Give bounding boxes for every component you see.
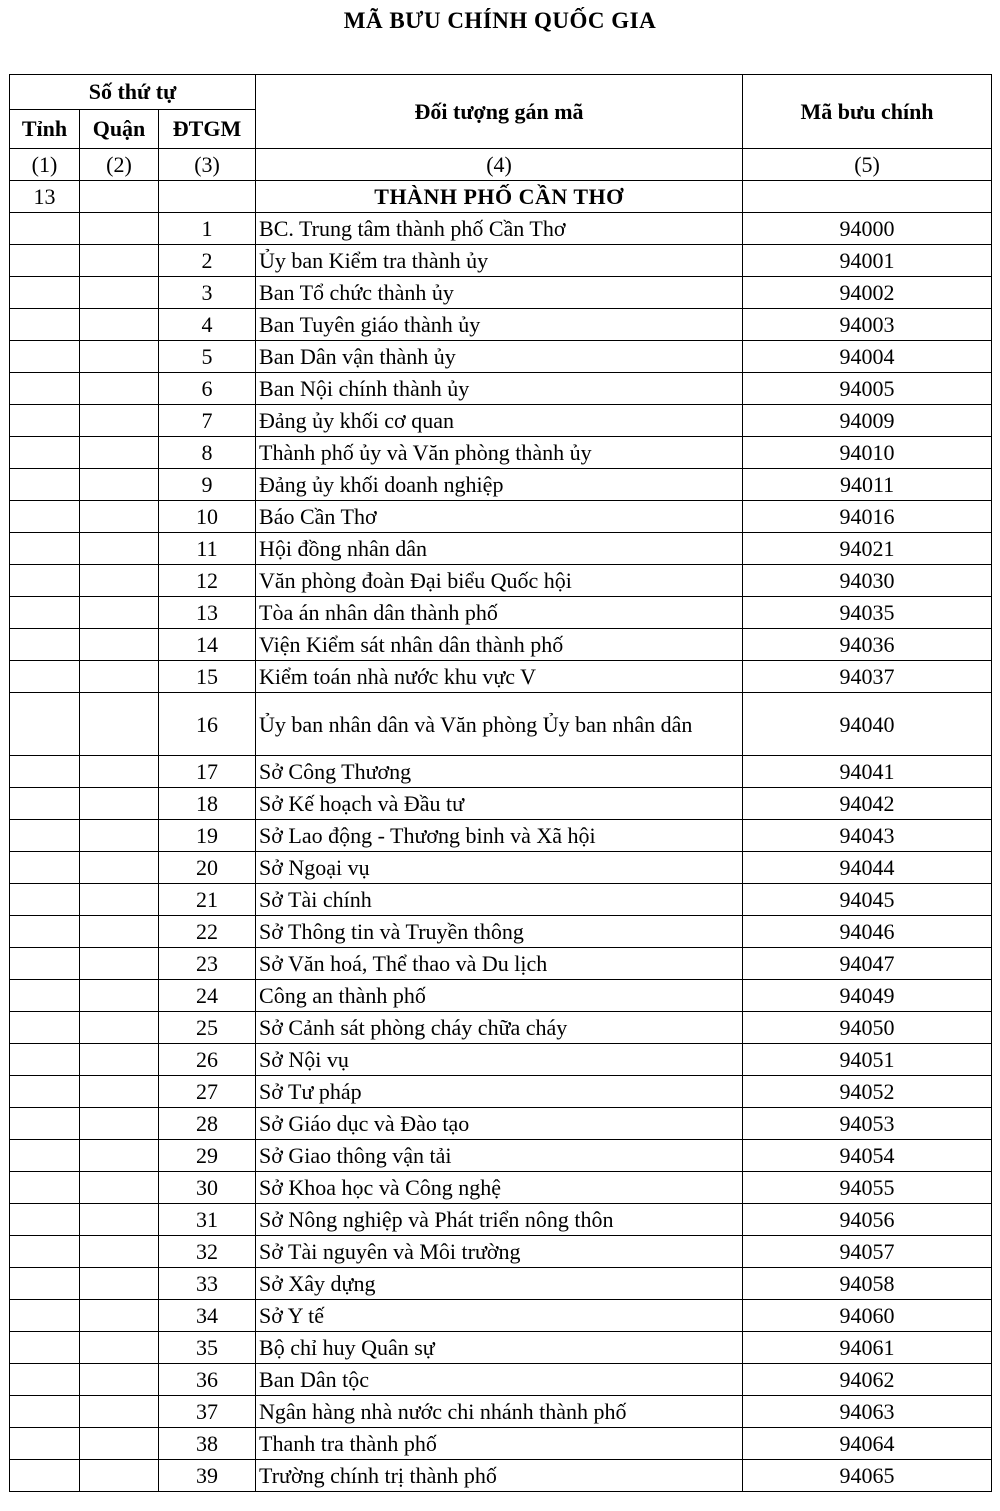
object-name: Sở Nội vụ: [256, 1044, 743, 1076]
empty-cell: [10, 788, 80, 820]
empty-cell: [10, 405, 80, 437]
empty-cell: [80, 820, 159, 852]
row-number: 29: [159, 1140, 256, 1172]
object-name: Ủy ban nhân dân và Văn phòng Ủy ban nhân dân: [256, 693, 743, 756]
table-row: [10, 788, 992, 820]
empty-cell: [80, 181, 159, 213]
row-number: 4: [159, 309, 256, 341]
empty-cell: [10, 1332, 80, 1364]
empty-cell: [80, 405, 159, 437]
empty-cell: [80, 693, 159, 756]
empty-cell: [80, 309, 159, 341]
row-number: 12: [159, 565, 256, 597]
object-name: Sở Văn hoá, Thể thao và Du lịch: [256, 948, 743, 980]
postal-code: 94016: [743, 501, 992, 533]
empty-cell: [80, 788, 159, 820]
object-name: Sở Tài chính: [256, 884, 743, 916]
postal-code: 94055: [743, 1172, 992, 1204]
object-name: Đảng ủy khối cơ quan: [256, 405, 743, 437]
empty-cell: [10, 309, 80, 341]
row-number: 38: [159, 1428, 256, 1460]
empty-cell: [10, 693, 80, 756]
empty-cell: [80, 1076, 159, 1108]
table-row: [10, 213, 992, 245]
postal-code: 94043: [743, 820, 992, 852]
row-number: 19: [159, 820, 256, 852]
empty-cell: [80, 1204, 159, 1236]
row-number: 16: [159, 693, 256, 756]
object-name: Sở Kế hoạch và Đầu tư: [256, 788, 743, 820]
postal-code: 94040: [743, 693, 992, 756]
postal-code: 94010: [743, 437, 992, 469]
postal-code: 94003: [743, 309, 992, 341]
row-number: 28: [159, 1108, 256, 1140]
object-name: Tòa án nhân dân thành phố: [256, 597, 743, 629]
province-number: 13: [10, 181, 80, 213]
table-row: [10, 852, 992, 884]
table-row: [10, 597, 992, 629]
postal-code: 94065: [743, 1460, 992, 1492]
empty-cell: [80, 213, 159, 245]
empty-cell: [10, 1428, 80, 1460]
empty-cell: [10, 1044, 80, 1076]
empty-cell: [80, 341, 159, 373]
postal-code: 94021: [743, 533, 992, 565]
empty-cell: [80, 756, 159, 788]
row-number: 7: [159, 405, 256, 437]
empty-cell: [10, 245, 80, 277]
postal-code: 94052: [743, 1076, 992, 1108]
empty-cell: [80, 1460, 159, 1492]
empty-cell: [80, 852, 159, 884]
object-name: Sở Cảnh sát phòng cháy chữa cháy: [256, 1012, 743, 1044]
table-row: [10, 1460, 992, 1492]
table-row: [10, 1044, 992, 1076]
empty-cell: [10, 916, 80, 948]
empty-cell: [10, 533, 80, 565]
row-number: 1: [159, 213, 256, 245]
row-number: 22: [159, 916, 256, 948]
empty-cell: [80, 1140, 159, 1172]
postal-code-table: [9, 74, 992, 1492]
empty-cell: [10, 437, 80, 469]
table-row: [10, 1396, 992, 1428]
table-row: [10, 245, 992, 277]
table-row: [10, 756, 992, 788]
empty-cell: [80, 1364, 159, 1396]
empty-cell: [80, 1044, 159, 1076]
header-object: Đối tượng gán mã: [256, 75, 743, 149]
empty-cell: [80, 1300, 159, 1332]
object-name: Ban Dân tộc: [256, 1364, 743, 1396]
empty-cell: [10, 1076, 80, 1108]
row-number: 20: [159, 852, 256, 884]
empty-cell: [10, 1396, 80, 1428]
object-name: Kiểm toán nhà nước khu vực V: [256, 661, 743, 693]
empty-cell: [80, 1396, 159, 1428]
row-number: 2: [159, 245, 256, 277]
empty-cell: [159, 181, 256, 213]
row-number: 6: [159, 373, 256, 405]
table-row: [10, 501, 992, 533]
postal-code: 94058: [743, 1268, 992, 1300]
table-row: [10, 948, 992, 980]
table-row: [10, 661, 992, 693]
row-number: 34: [159, 1300, 256, 1332]
empty-cell: [10, 501, 80, 533]
column-number: (1): [10, 149, 80, 181]
empty-cell: [10, 1300, 80, 1332]
row-number: 3: [159, 277, 256, 309]
empty-cell: [80, 1332, 159, 1364]
postal-code: 94053: [743, 1108, 992, 1140]
table-row: [10, 373, 992, 405]
column-number: (5): [743, 149, 992, 181]
table-row: [10, 1332, 992, 1364]
table-row: [10, 1300, 992, 1332]
empty-cell: [80, 373, 159, 405]
row-number: 9: [159, 469, 256, 501]
row-number: 18: [159, 788, 256, 820]
object-name: Sở Y tế: [256, 1300, 743, 1332]
postal-code: 94060: [743, 1300, 992, 1332]
object-name: Sở Ngoại vụ: [256, 852, 743, 884]
empty-cell: [10, 820, 80, 852]
object-name: Sở Xây dựng: [256, 1268, 743, 1300]
header-postal-code: Mã bưu chính: [743, 75, 992, 149]
empty-cell: [10, 1204, 80, 1236]
empty-cell: [80, 565, 159, 597]
table-row: [10, 884, 992, 916]
object-name: Sở Khoa học và Công nghệ: [256, 1172, 743, 1204]
table-row: [10, 820, 992, 852]
table-row: [10, 629, 992, 661]
row-number: 14: [159, 629, 256, 661]
row-number: 21: [159, 884, 256, 916]
empty-cell: [10, 597, 80, 629]
table-row: [10, 1140, 992, 1172]
row-number: 37: [159, 1396, 256, 1428]
table-row: [10, 341, 992, 373]
row-number: 27: [159, 1076, 256, 1108]
header-district: Quận: [80, 110, 159, 149]
row-number: 10: [159, 501, 256, 533]
object-name: Sở Giao thông vận tải: [256, 1140, 743, 1172]
empty-cell: [80, 501, 159, 533]
empty-cell: [10, 1172, 80, 1204]
table-row: [10, 693, 992, 756]
empty-cell: [80, 1012, 159, 1044]
postal-code: 94004: [743, 341, 992, 373]
object-name: Sở Tài nguyên và Môi trường: [256, 1236, 743, 1268]
row-number: 33: [159, 1268, 256, 1300]
postal-code: 94062: [743, 1364, 992, 1396]
postal-code: 94035: [743, 597, 992, 629]
object-name: Đảng ủy khối doanh nghiệp: [256, 469, 743, 501]
empty-cell: [10, 948, 80, 980]
empty-cell: [10, 1140, 80, 1172]
empty-cell: [80, 245, 159, 277]
row-number: 26: [159, 1044, 256, 1076]
empty-cell: [10, 629, 80, 661]
table-row: [10, 1364, 992, 1396]
postal-code: 94054: [743, 1140, 992, 1172]
table-row: [10, 916, 992, 948]
object-name: Ủy ban Kiểm tra thành ủy: [256, 245, 743, 277]
postal-code: 94047: [743, 948, 992, 980]
postal-code: 94030: [743, 565, 992, 597]
table-row: [10, 1076, 992, 1108]
empty-cell: [10, 1108, 80, 1140]
postal-code: 94063: [743, 1396, 992, 1428]
empty-cell: [80, 884, 159, 916]
object-name: Ban Tổ chức thành ủy: [256, 277, 743, 309]
row-number: 35: [159, 1332, 256, 1364]
row-number: 8: [159, 437, 256, 469]
empty-cell: [80, 1108, 159, 1140]
postal-code: 94046: [743, 916, 992, 948]
empty-cell: [10, 980, 80, 1012]
object-name: Thành phố ủy và Văn phòng thành ủy: [256, 437, 743, 469]
object-name: Bộ chỉ huy Quân sự: [256, 1332, 743, 1364]
row-number: 25: [159, 1012, 256, 1044]
row-number: 17: [159, 756, 256, 788]
column-number: (3): [159, 149, 256, 181]
empty-cell: [80, 916, 159, 948]
row-number: 11: [159, 533, 256, 565]
postal-code: 94001: [743, 245, 992, 277]
row-number: 31: [159, 1204, 256, 1236]
postal-code: 94045: [743, 884, 992, 916]
empty-cell: [80, 533, 159, 565]
row-number: 30: [159, 1172, 256, 1204]
object-name: Hội đồng nhân dân: [256, 533, 743, 565]
table-row: [10, 437, 992, 469]
object-name: Báo Cần Thơ: [256, 501, 743, 533]
object-name: Sở Nông nghiệp và Phát triển nông thôn: [256, 1204, 743, 1236]
table-row: [10, 1268, 992, 1300]
empty-cell: [10, 1460, 80, 1492]
postal-code: 94036: [743, 629, 992, 661]
province-name: THÀNH PHỐ CẦN THƠ: [256, 181, 743, 213]
object-name: Sở Công Thương: [256, 756, 743, 788]
postal-code: 94064: [743, 1428, 992, 1460]
empty-cell: [80, 469, 159, 501]
postal-code: 94049: [743, 980, 992, 1012]
object-name: Văn phòng đoàn Đại biểu Quốc hội: [256, 565, 743, 597]
empty-cell: [10, 341, 80, 373]
row-number: 13: [159, 597, 256, 629]
object-name: Ban Tuyên giáo thành ủy: [256, 309, 743, 341]
row-number: 32: [159, 1236, 256, 1268]
empty-cell: [10, 1268, 80, 1300]
object-name: Ban Nội chính thành ủy: [256, 373, 743, 405]
postal-code: 94061: [743, 1332, 992, 1364]
header-dtgm: ĐTGM: [159, 110, 256, 149]
postal-code: 94057: [743, 1236, 992, 1268]
empty-cell: [10, 884, 80, 916]
empty-cell: [80, 1268, 159, 1300]
empty-cell: [10, 852, 80, 884]
table-row: [10, 1204, 992, 1236]
table-row: [10, 980, 992, 1012]
table-row: [10, 1172, 992, 1204]
empty-cell: [10, 661, 80, 693]
postal-code: 94011: [743, 469, 992, 501]
table-row: [10, 1236, 992, 1268]
empty-cell: [80, 437, 159, 469]
empty-cell: [743, 181, 992, 213]
postal-code: 94002: [743, 277, 992, 309]
empty-cell: [80, 980, 159, 1012]
empty-cell: [80, 1428, 159, 1460]
empty-cell: [10, 1236, 80, 1268]
column-number: (4): [256, 149, 743, 181]
postal-code: 94009: [743, 405, 992, 437]
empty-cell: [10, 277, 80, 309]
row-number: 5: [159, 341, 256, 373]
table-row: [10, 1428, 992, 1460]
table-row: [10, 469, 992, 501]
postal-code: 94041: [743, 756, 992, 788]
row-number: 36: [159, 1364, 256, 1396]
object-name: Sở Giáo dục và Đào tạo: [256, 1108, 743, 1140]
empty-cell: [10, 1012, 80, 1044]
empty-cell: [80, 277, 159, 309]
postal-code: 94042: [743, 788, 992, 820]
empty-cell: [10, 469, 80, 501]
postal-code: 94056: [743, 1204, 992, 1236]
postal-code: 94000: [743, 213, 992, 245]
postal-code: 94050: [743, 1012, 992, 1044]
empty-cell: [10, 756, 80, 788]
table-row: [10, 533, 992, 565]
postal-code: 94044: [743, 852, 992, 884]
empty-cell: [10, 1364, 80, 1396]
table-row: [10, 1108, 992, 1140]
header-province: Tỉnh: [10, 110, 80, 149]
empty-cell: [80, 1172, 159, 1204]
empty-cell: [10, 565, 80, 597]
page-title: MÃ BƯU CHÍNH QUỐC GIA: [343, 8, 657, 33]
row-number: 23: [159, 948, 256, 980]
province-row: [10, 181, 992, 213]
object-name: Sở Tư pháp: [256, 1076, 743, 1108]
header-ordinal-group: Số thứ tự: [10, 75, 256, 110]
object-name: Trường chính trị thành phố: [256, 1460, 743, 1492]
empty-cell: [10, 373, 80, 405]
object-name: Sở Thông tin và Truyền thông: [256, 916, 743, 948]
object-name: Viện Kiểm sát nhân dân thành phố: [256, 629, 743, 661]
empty-cell: [80, 661, 159, 693]
table-row: [10, 1012, 992, 1044]
postal-code: 94005: [743, 373, 992, 405]
table-row: [10, 405, 992, 437]
object-name: Ngân hàng nhà nước chi nhánh thành phố: [256, 1396, 743, 1428]
column-number: (2): [80, 149, 159, 181]
table-row: [10, 565, 992, 597]
postal-code: 94051: [743, 1044, 992, 1076]
row-number: 24: [159, 980, 256, 1012]
empty-cell: [10, 213, 80, 245]
object-name: Ban Dân vận thành ủy: [256, 341, 743, 373]
postal-code: 94037: [743, 661, 992, 693]
object-name: BC. Trung tâm thành phố Cần Thơ: [256, 213, 743, 245]
object-name: Công an thành phố: [256, 980, 743, 1012]
row-number: 39: [159, 1460, 256, 1492]
empty-cell: [80, 597, 159, 629]
empty-cell: [80, 948, 159, 980]
empty-cell: [80, 1236, 159, 1268]
table-row: [10, 309, 992, 341]
object-name: Thanh tra thành phố: [256, 1428, 743, 1460]
table-row: [10, 277, 992, 309]
row-number: 15: [159, 661, 256, 693]
object-name: Sở Lao động - Thương binh và Xã hội: [256, 820, 743, 852]
empty-cell: [80, 629, 159, 661]
